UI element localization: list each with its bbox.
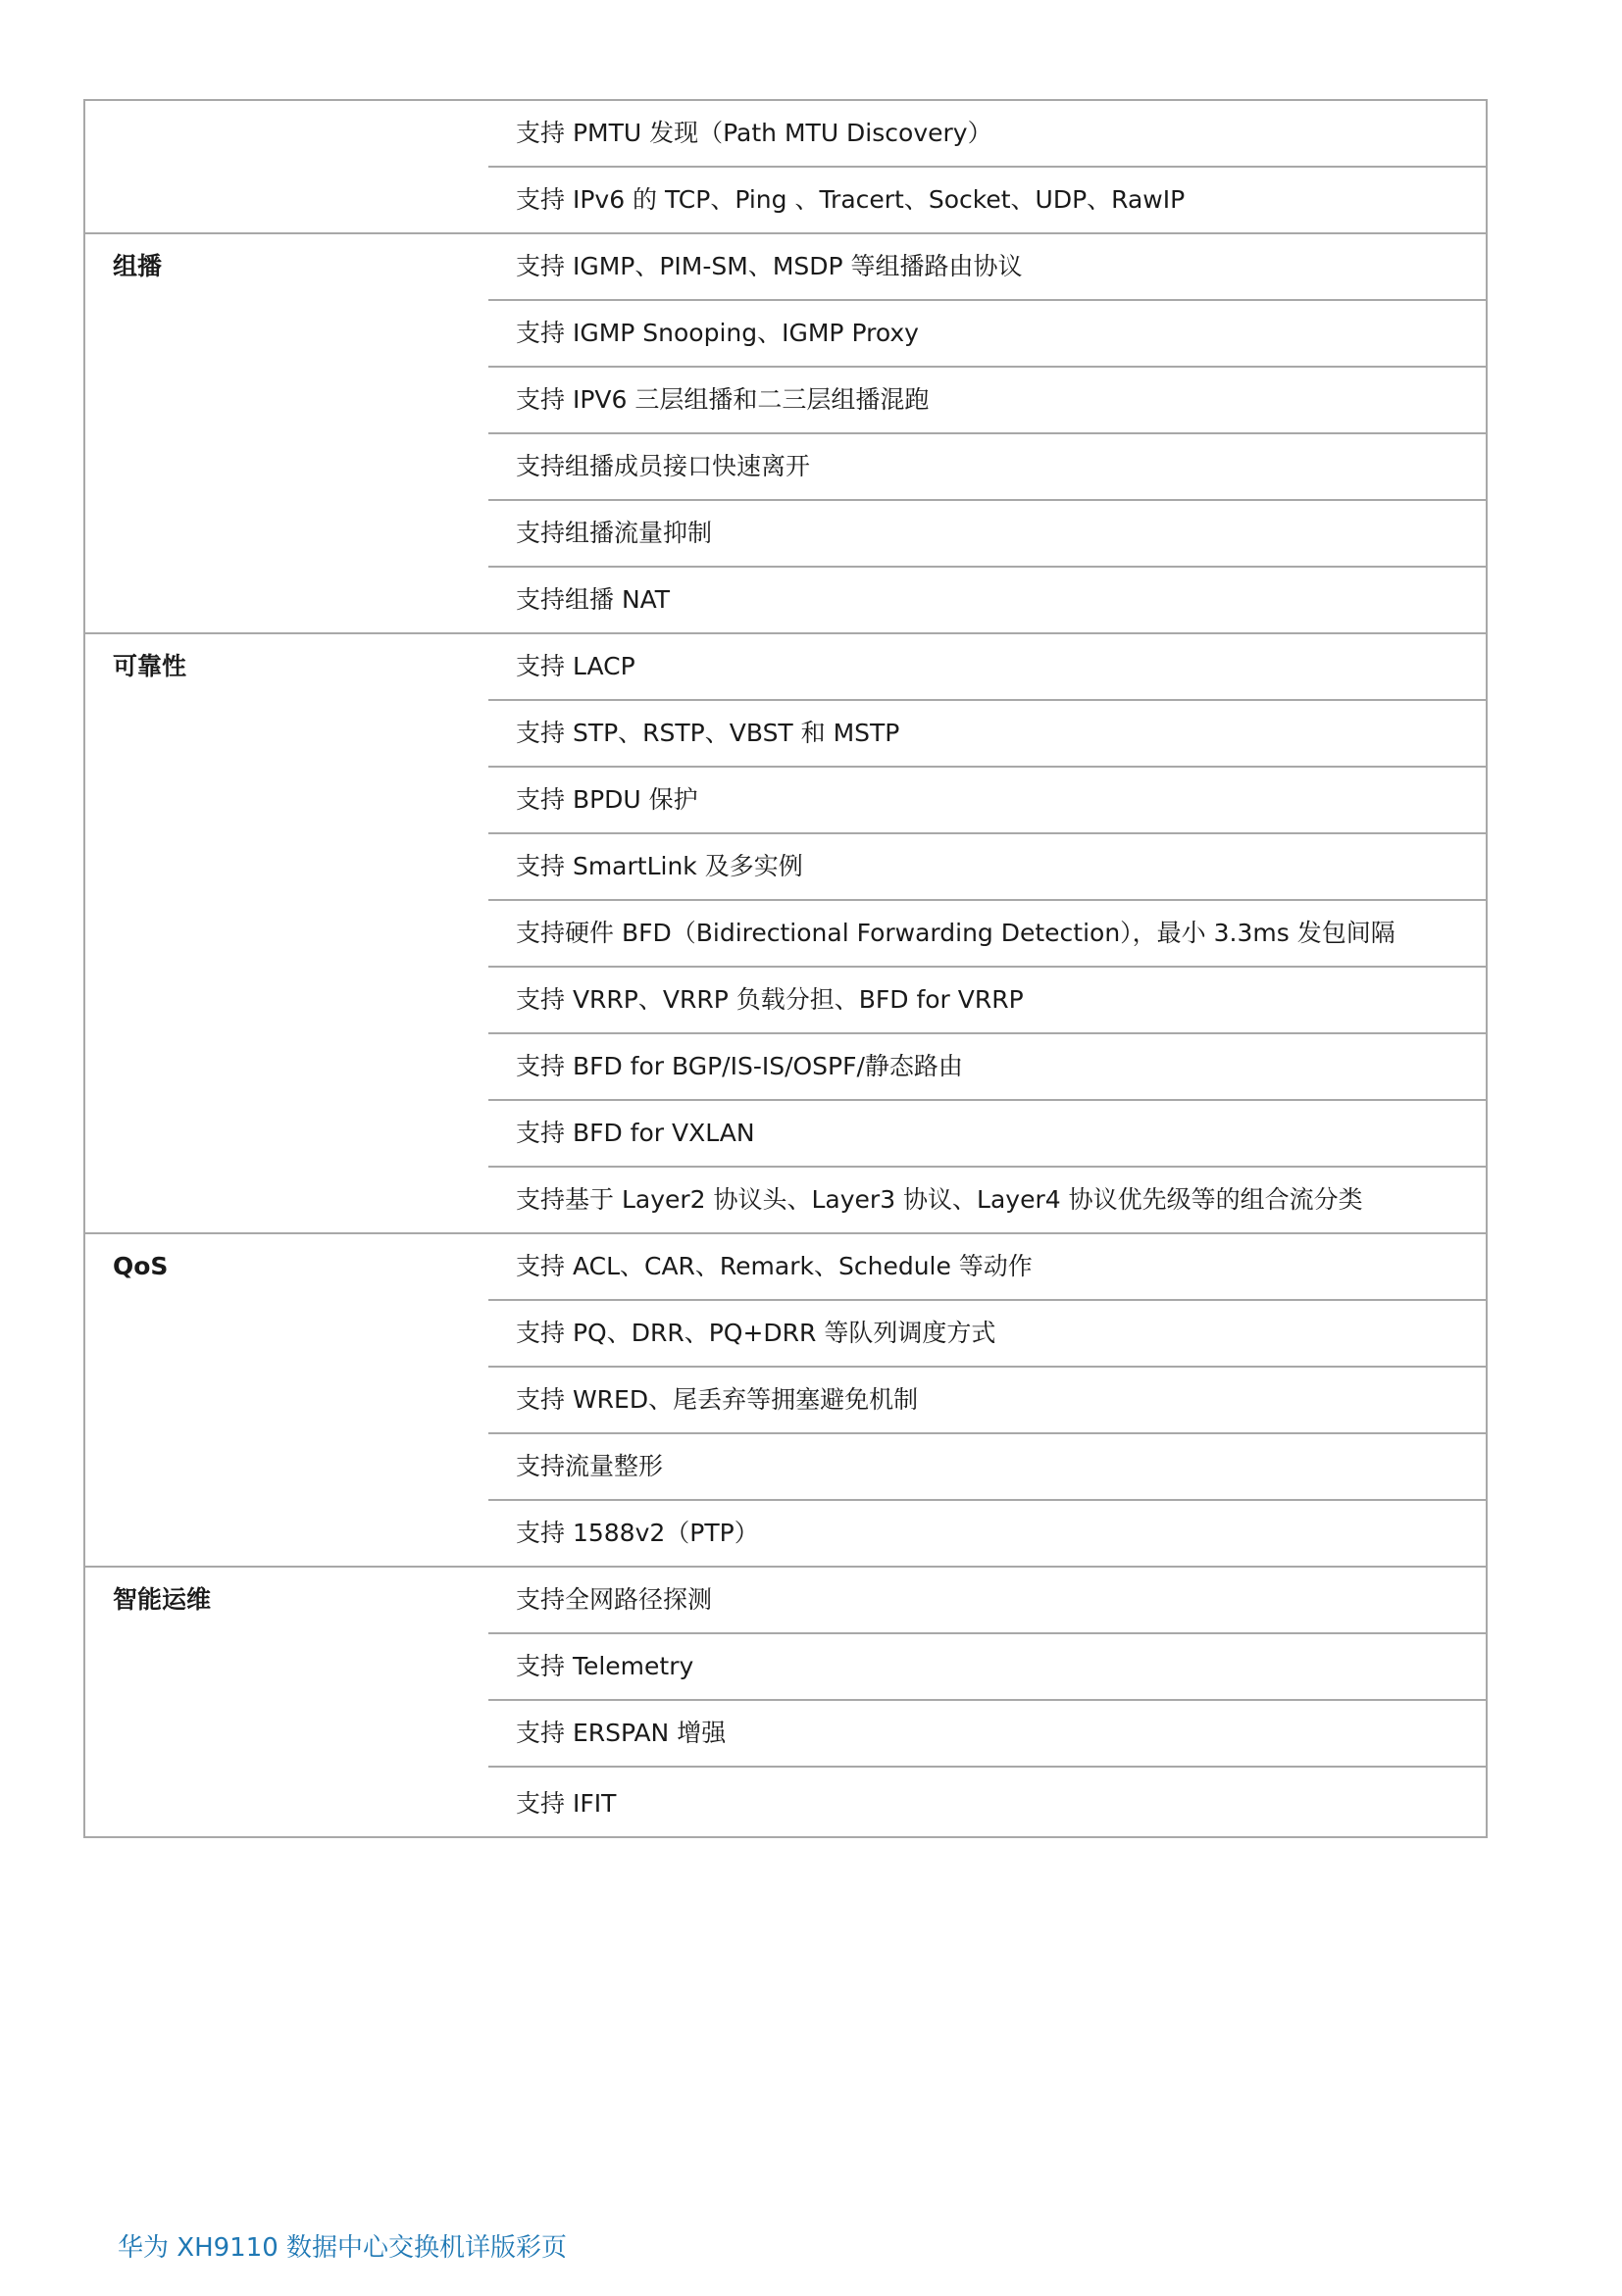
feature-cell (488, 967, 1487, 1033)
feature-text: 支持 BFD for VXLAN (516, 1119, 755, 1147)
feature-text: 支持 SmartLink 及多实例 (516, 852, 803, 880)
feature-cell (488, 1300, 1487, 1367)
feature-text: 支持组播 NAT (516, 585, 671, 614)
feature-text: 支持 BFD for BGP/IS-IS/OSPF/静态路由 (516, 1052, 963, 1080)
feature-cell (488, 100, 1487, 167)
feature-text: 支持 IGMP Snooping、IGMP Proxy (516, 319, 919, 347)
feature-text: 支持 IFIT (516, 1789, 617, 1818)
feature-cell (488, 1100, 1487, 1167)
feature-text: 支持组播成员接口快速离开 (516, 452, 811, 480)
feature-cell (488, 1700, 1487, 1767)
feature-text: 支持 STP、RSTP、VBST 和 MSTP (516, 719, 900, 747)
feature-text: 支持 PMTU 发现（Path MTU Discovery） (516, 119, 992, 147)
feature-cell (488, 1233, 1487, 1300)
feature-text: 支持 LACP (516, 652, 635, 680)
category-label: 可靠性 (113, 652, 187, 680)
feature-text: 支持 1588v2（PTP） (516, 1519, 759, 1547)
page-footer: 华为 XH9110 数据中心交换机详版彩页 (118, 2233, 568, 2263)
feature-cell (488, 633, 1487, 700)
feature-cell (488, 433, 1487, 500)
feature-text: 支持 WRED、尾丢弃等拥塞避免机制 (516, 1385, 919, 1414)
category-cell (84, 100, 488, 233)
feature-text: 支持组播流量抑制 (516, 519, 713, 547)
feature-cell (488, 1767, 1487, 1837)
category-label: 智能运维 (113, 1585, 212, 1614)
table-row (84, 233, 1487, 300)
category-label (85, 101, 488, 119)
feature-cell (488, 1633, 1487, 1700)
feature-cell (488, 700, 1487, 767)
category-cell (84, 233, 488, 633)
category-cell (84, 1233, 488, 1567)
feature-text: 支持 IPv6 的 TCP、Ping 、Tracert、Socket、UDP、RawIP (516, 185, 1186, 214)
feature-spec-table-body (84, 100, 1487, 1837)
feature-text: 支持 BPDU 保护 (516, 785, 698, 814)
feature-text: 支持硬件 BFD（Bidirectional Forwarding Detection），最小 3.3ms 发包间隔 (516, 919, 1395, 947)
table-row (84, 633, 1487, 700)
category-cell (84, 633, 488, 1233)
feature-text: 支持 ERSPAN 增强 (516, 1719, 727, 1747)
feature-cell (488, 1367, 1487, 1433)
feature-cell (488, 1500, 1487, 1567)
feature-text: 支持 Telemetry (516, 1652, 694, 1680)
feature-cell (488, 567, 1487, 633)
table-row (84, 1233, 1487, 1300)
feature-cell (488, 1033, 1487, 1100)
table-row (84, 100, 1487, 167)
feature-text: 支持流量整形 (516, 1452, 664, 1480)
feature-text: 支持 PQ、DRR、PQ+DRR 等队列调度方式 (516, 1319, 996, 1347)
category-label: QoS (113, 1252, 169, 1280)
category-label: 组播 (113, 252, 163, 280)
feature-text: 支持全网路径探测 (516, 1585, 713, 1614)
feature-text: 支持 VRRP、VRRP 负载分担、BFD for VRRP (516, 985, 1024, 1014)
feature-cell (488, 833, 1487, 900)
category-cell (84, 1567, 488, 1837)
feature-cell (488, 767, 1487, 833)
feature-cell (488, 300, 1487, 367)
feature-text: 支持基于 Layer2 协议头、Layer3 协议、Layer4 协议优先级等的组合流分类 (516, 1185, 1363, 1214)
feature-cell (488, 900, 1487, 967)
feature-cell (488, 167, 1487, 233)
feature-cell (488, 1567, 1487, 1633)
feature-cell (488, 500, 1487, 567)
feature-cell (488, 233, 1487, 300)
table-row (84, 1567, 1487, 1633)
feature-cell (488, 1433, 1487, 1500)
feature-spec-table (83, 99, 1488, 1838)
feature-text: 支持 ACL、CAR、Remark、Schedule 等动作 (516, 1252, 1033, 1280)
feature-cell (488, 1167, 1487, 1233)
feature-text: 支持 IGMP、PIM-SM、MSDP 等组播路由协议 (516, 252, 1023, 280)
feature-cell (488, 367, 1487, 433)
feature-text: 支持 IPV6 三层组播和二三层组播混跑 (516, 385, 930, 414)
